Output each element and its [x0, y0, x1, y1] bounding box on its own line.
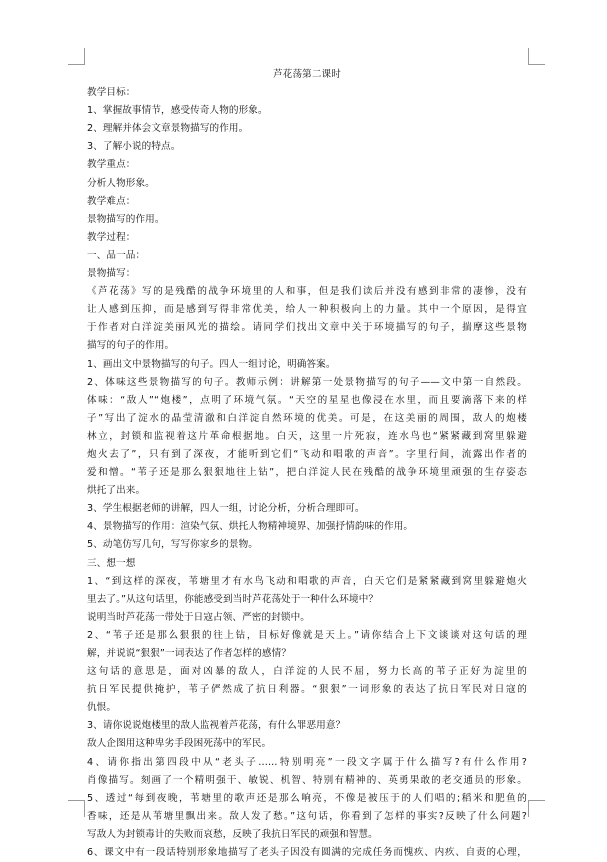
text-line: 3、学生根据老师的讲解，四人一组，讨论分析，分析合理即可。 — [87, 503, 365, 515]
text-line: 香味，还是从苇塘里飘出来。敌人发了愁。”这句话，你看到了怎样的事实?反映了什么问题? — [87, 810, 527, 822]
text-line: 炮火去了”，只有到了深夜，才能听到它们“飞动和唱歌的声音”。字里行间，流露出作者的 — [87, 448, 527, 460]
text-line: 景物描写： — [87, 268, 136, 280]
text-line: 6、课文中有一段话特别形象地描写了老头子因没有圆满的完成任务而愧疚、内疚、自责的心理， — [87, 847, 527, 859]
document-body — [87, 66, 527, 862]
text-line: 2、体味这些景物描写的句子。教师示例：讲解第一处景物描写的句子——文中第一自然段。 — [87, 376, 527, 388]
text-line: 4、景物描写的作用：渲染气氛、烘托人物精神境界、加强抒情韵味的作用。 — [87, 521, 414, 533]
document-lines — [87, 84, 527, 862]
text-line: 三、想一想 — [87, 557, 136, 569]
text-line: 这句话的意思是，面对凶暴的敌人，白洋淀的人民不屈，努力长高的苇子正好为淀里的 — [87, 666, 527, 678]
text-line: 仇恨。 — [87, 702, 117, 714]
text-line: 2、“苇子还是那么狠狠的往上钻，目标好像就是天上。”请你结合上下文谈谈对这句话的理 — [87, 629, 527, 641]
text-line: 景物描写的作用。 — [87, 213, 165, 225]
text-line: 5、动笔仿写几句，写写你家乡的景物。 — [87, 539, 258, 551]
crop-mark-top-right — [528, 48, 545, 65]
text-line: 《芦花荡》写的是残酷的战争环境里的人和事，但是我们读后并没有感到非常的凄惨，没有 — [87, 286, 527, 298]
text-line: 写敌人为封锁毒计的失败而哀愁，反映了我抗日军民的顽强和智慧。 — [87, 828, 378, 840]
text-line: 肖像描写。刻画了一个精明强干、敏锐、机智、特别有精神的、英勇果敢的老交通员的形象。 — [87, 774, 527, 786]
text-line: 林立，封锁和监视着这片革命根据地。白天，这里一片死寂，连水鸟也“紧紧藏到窝里躲避 — [87, 430, 527, 442]
crop-mark-top-left — [68, 48, 85, 65]
text-line: 烘托了出来。 — [87, 485, 146, 497]
text-line: 5、透过“每到夜晚，苇塘里的歌声还是那么响亮，不像是被压于的人们唱的;稻米和肥鱼的 — [87, 792, 527, 804]
crop-mark-bottom-right — [528, 800, 545, 817]
text-line: 抗日军民提供掩护，苇子俨然成了抗日利器。“狠狠”一词形象的表达了抗日军民对日寇的 — [87, 684, 527, 696]
text-line: 3、了解小说的特点。 — [87, 141, 181, 153]
text-line: 教学难点： — [87, 195, 136, 207]
text-line: 1、画出文中景物描写的句子。四人一组讨论，明确答案。 — [87, 358, 336, 370]
text-line: 说明当时芦花荡一带处于日寇占领、严密的封锁中。 — [87, 611, 310, 623]
text-line: 敌人企图用这种卑劣手段困死荡中的军民。 — [87, 738, 272, 750]
text-line: 4、请你指出第四段中从“老头子……特别明亮”一段文字属于什么描写?有什么作用? — [87, 756, 527, 768]
text-line: 体味：“敌人”“炮楼”，点明了环境气氛。“天空的星星也像浸在水里，而且要滴落下来的样 — [87, 394, 527, 406]
text-line: 爱和憎。“苇子还是那么狠狠地往上钻”，把白洋淀人民在残酷的战争环境里顽强的生存姿态 — [87, 467, 527, 479]
text-line: 于作者对白洋淀美丽风光的描绘。请同学们找出文章中关于环境描写的句子，揣摩这些景物 — [87, 322, 527, 334]
text-line: 让人感到压抑，而是感到写得非常优美，给人一种积极向上的力量。其中一个原因，是得宜 — [87, 304, 527, 316]
document-title: 芦花荡第二课时 — [273, 69, 341, 80]
text-line: 2、理解并体会文章景物描写的作用。 — [87, 123, 249, 135]
text-line: 教学目标： — [87, 87, 136, 99]
text-line: 一、品一品： — [87, 249, 146, 261]
text-line: 解，并说说“狠狠”一词表达了作者怎样的感情？ — [87, 648, 292, 659]
text-line: 教学重点： — [87, 159, 136, 171]
text-line: 子”写出了淀水的晶莹清澈和白洋淀自然环境的优美。可是，在这美丽的周围，敌人的炮楼 — [87, 412, 527, 424]
text-line: 3、请你说说炮楼里的敌人监视着芦花荡，有什么罪恶用意？ — [87, 720, 346, 732]
text-line: 分析人物形象。 — [87, 177, 155, 189]
text-line: 1、掌握故事情节，感受传奇人物的形象。 — [87, 105, 268, 117]
text-line: 里去了。”从这句话里，你能感受到当时芦花荡处于一种什么环境中？ — [87, 593, 379, 605]
text-line: 描写的句子的作用。 — [87, 340, 175, 352]
text-line: 1、“到这样的深夜，苇塘里才有水鸟飞动和唱歌的声音，白天它们是紧紧藏到窝里躲避炮火 — [87, 575, 527, 587]
text-line: 教学过程： — [87, 231, 136, 243]
crop-mark-bottom-left — [68, 800, 85, 817]
